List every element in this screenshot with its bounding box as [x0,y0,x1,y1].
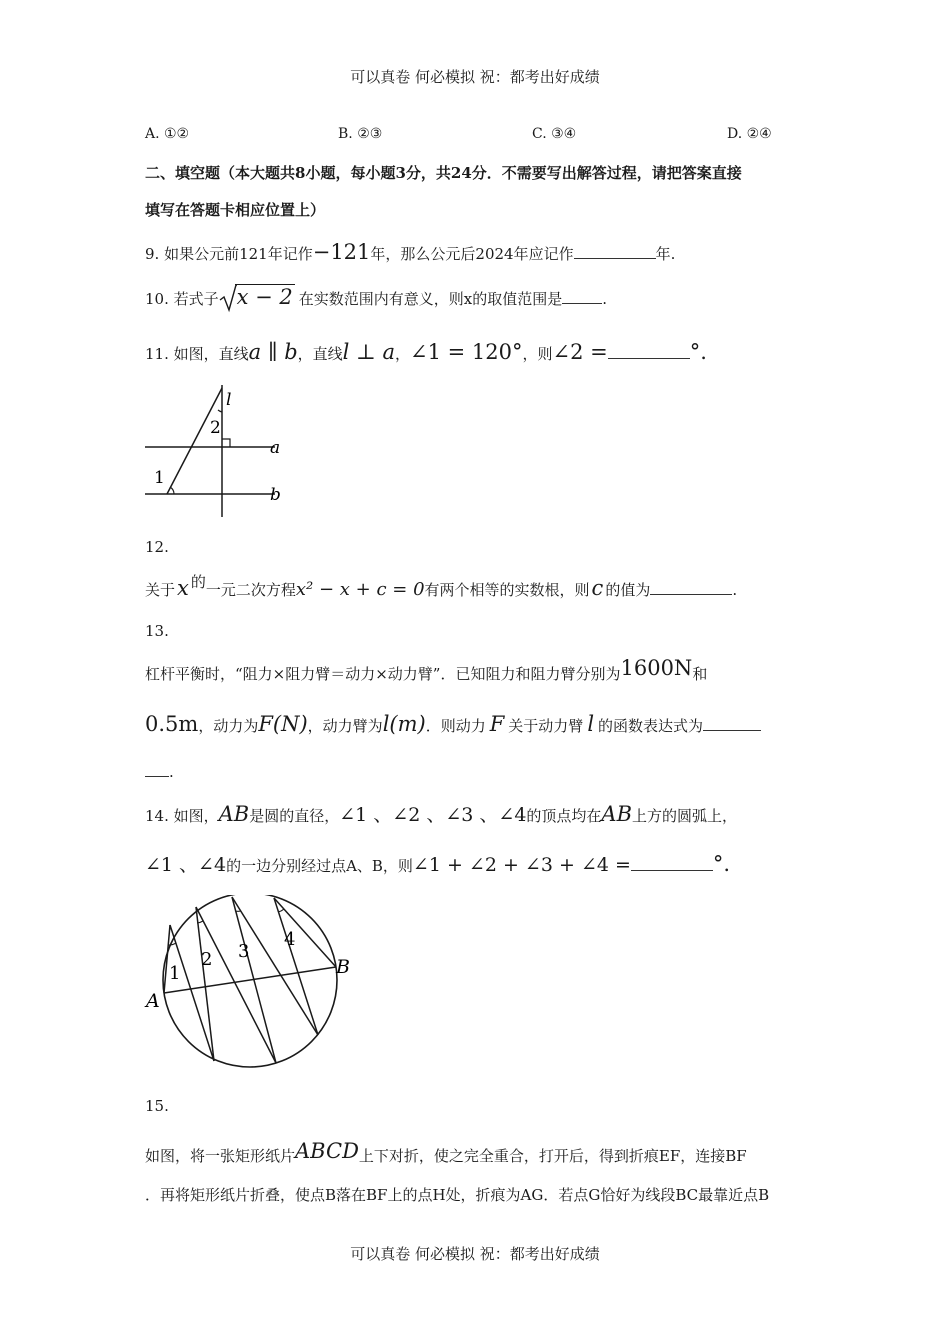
label-angle-3: 3 [238,941,250,962]
q12-t2: 的 [190,573,206,591]
q13-t5: 关于动力臂 [508,717,584,735]
q11-prefix: 11. 如图，直线 [145,345,249,363]
question-14-line1 [145,800,737,827]
label-angle-2: 2 [201,949,213,970]
question-15-line2: ．再将矩形纸片折叠，使点B落在BF上的点H处，折痕为AG．若点G恰好为线段BC最靠近点B [145,1186,770,1204]
q11-m3: ∠1 = 120° [410,340,523,364]
q12-answer-blank[interactable] [650,580,732,595]
q14-answer-blank[interactable] [631,856,713,871]
question-14-line2 [145,850,730,877]
q13-t6: 的函数表达式为 [598,717,704,735]
option-a: A. ①② [145,126,190,142]
option-d: D. ②④ [727,126,772,142]
question-13-line1 [145,656,708,684]
q10-suffix: 在实数范围内有意义，则x的取值范围是 [298,290,563,308]
q11-answer-blank[interactable] [608,344,690,359]
question-9 [145,240,675,264]
q14-m4: ∠1 、∠4 [145,854,227,876]
question-12-number: 12. [145,538,169,556]
q14-figure [140,895,360,1075]
q12-t4: 有两个相等的实数根，则 [424,581,590,599]
q12-t1: 关于 [145,581,176,599]
q13-t1: 和 [692,665,708,683]
label-angle-1: 1 [169,963,181,984]
q13-m4: l(m) [382,712,426,736]
q11-m1: a ∥ b [248,340,298,364]
q13-m2: 0.5m [145,712,199,736]
label-angle-4: 4 [284,929,296,950]
q11-end: °. [689,340,707,364]
q15-m1: ABCD [295,1139,359,1163]
question-13-line3 [145,762,174,781]
q10-end: . [602,290,608,308]
question-13-number: 13. [145,622,169,640]
q14-t1: 是圆的直径， [249,807,340,825]
angle-3-side-a [232,897,276,1063]
label-point-b: B [336,956,350,978]
option-b: B. ②③ [338,126,383,142]
right-angle-mark [222,439,230,447]
q12-end: . [732,581,738,599]
question-11 [145,340,707,364]
q10-prefix: 10. 若式子 [145,290,219,308]
q11-m4: ∠2 = [552,340,608,364]
q11-m2: l ⊥ a [342,340,395,364]
q11-t3: ，则 [522,345,553,363]
q13-m1: 1600N [620,656,693,680]
q11-figure [140,380,290,520]
q12-m1: x [177,576,189,600]
q14-end: °. [712,852,731,876]
q14-t3: 上方的圆弧上， [632,807,738,825]
page-footer: 可以真卷 何必模拟 祝：都考出好成绩 [350,1245,600,1263]
q12-t3: 一元二次方程 [205,581,296,599]
q13-end: . [169,763,174,781]
q9-answer-blank[interactable] [574,244,656,259]
q11-t2: ， [395,345,411,363]
page-header: 可以真卷 何必模拟 祝：都考出好成绩 [350,68,600,86]
label-a: a [270,438,281,458]
q13-line1: 杠杆平衡时，“阻力×阻力臂＝动力×动力臂”．已知阻力和阻力臂分别为 [145,665,621,683]
q12-m2: x² − x + c = 0 [295,579,425,600]
q14-m5: ∠1 + ∠2 + ∠3 + ∠4 = [412,854,631,876]
question-13-line2 [145,712,761,736]
section-title-line2: 填写在答题卡相应位置上） [145,201,326,219]
q13-answer-blank[interactable] [703,716,761,731]
q9-mid: 年，那么公元后2024年应记作 [370,245,574,263]
angle-4-arc [278,909,284,912]
label-1: 1 [154,468,165,488]
q13-m6: l [587,712,595,736]
diameter-ab [164,967,336,993]
question-15-number: 15. [145,1097,169,1115]
q14-t4: 的一边分别经过点A、B，则 [226,857,413,875]
question-12 [145,573,738,600]
q14-m3: AB [601,802,633,826]
q14-t2: 的顶点均在 [526,807,602,825]
radical-sign-icon [219,283,237,313]
q13-m5: F [489,712,505,736]
q10-radicand: x − 2 [236,285,293,309]
q14-m2: ∠1 、∠2 、∠3 、∠4 [339,804,527,826]
question-15-line1 [145,1139,747,1166]
label-l: l [226,390,232,410]
q13-m3: F(N) [258,712,308,736]
q10-answer-blank[interactable] [562,289,602,304]
q13-t4: ．则动力 [425,717,486,735]
q13-t3: ，动力臂为 [307,717,383,735]
q9-suffix: 年. [655,245,676,263]
q12-t5: 的值为 [605,581,651,599]
q15-t2: 上下对折，使之完全重合，打开后，得到折痕EF，连接BF [358,1147,747,1165]
angle-2-side-b [196,907,276,1063]
label-point-a: A [146,990,160,1012]
q14-m1: AB [218,802,250,826]
q13-t2: ，动力为 [198,717,259,735]
q11-t1: ，直线 [297,345,343,363]
q14-prefix: 14. 如图， [145,807,219,825]
angle-3-side-b [232,897,318,1035]
circle [163,895,337,1067]
q10-sqrt [219,285,295,309]
question-10 [145,285,607,309]
angle-2-side-a [196,907,214,1061]
angle-1-arc [170,487,174,494]
q9-math: −121 [312,240,371,264]
angle-1-side-b [170,925,214,1061]
q12-m3: c [591,576,604,600]
section-title-line1: 二、填空题（本大题共8小题，每小题3分，共24分．不需要写出解答过程，请把答案直接 [145,164,742,182]
transversal-line [167,388,222,494]
q13-answer-blank-cont[interactable] [145,762,169,777]
option-c: C. ③④ [532,126,577,142]
label-b: b [270,485,281,505]
q15-t1: 如图，将一张矩形纸片 [145,1147,296,1165]
q9-prefix: 9. 如果公元前121年记作 [145,245,313,263]
label-2: 2 [210,418,221,438]
